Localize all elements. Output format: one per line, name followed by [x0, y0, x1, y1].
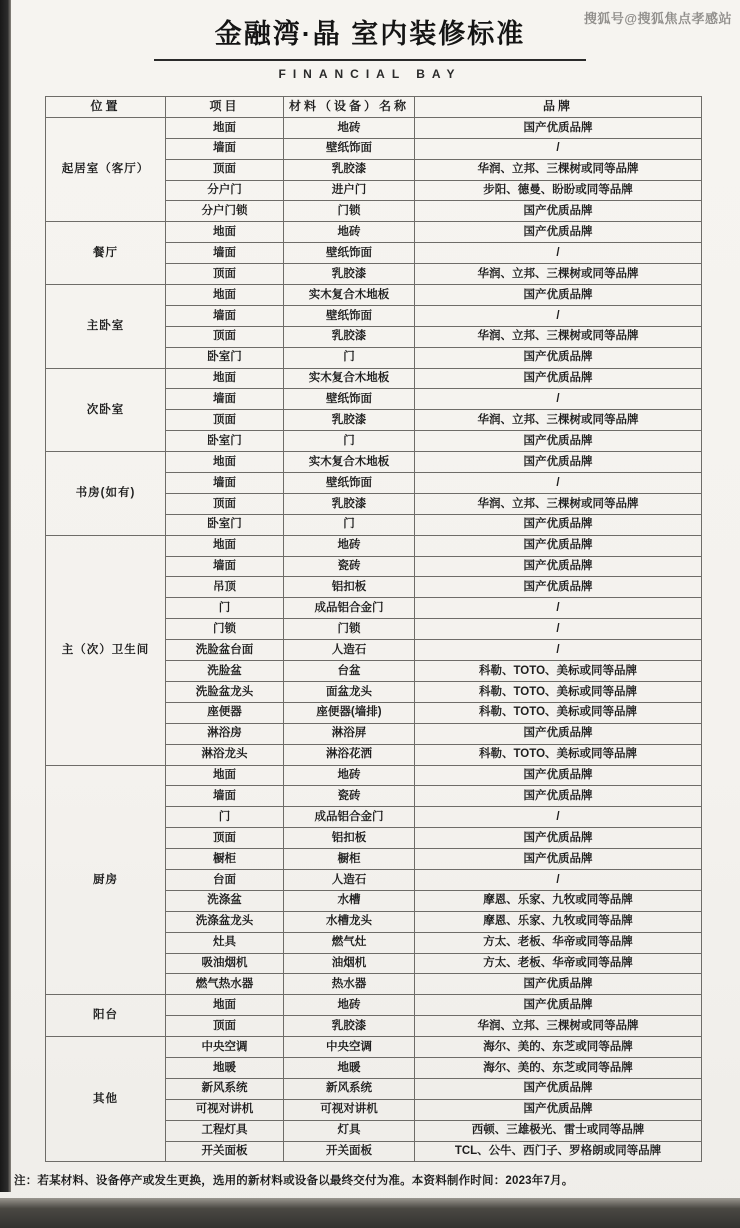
material-cell: 新风系统 [284, 1078, 415, 1099]
item-cell: 吸油烟机 [166, 953, 284, 974]
brand-cell: 科勒、TOTO、美标或同等品牌 [415, 702, 702, 723]
brand-cell: 国产优质品牌 [415, 974, 702, 995]
item-cell: 卧室门 [166, 431, 284, 452]
table-row [46, 285, 702, 306]
brand-cell: 方太、老板、华帝或同等品牌 [415, 932, 702, 953]
item-cell: 门锁 [166, 619, 284, 640]
brand-cell: / [415, 473, 702, 494]
item-cell: 洗脸盆台面 [166, 640, 284, 661]
item-cell: 地面 [166, 285, 284, 306]
material-cell: 座便器(墙排) [284, 702, 415, 723]
brand-cell: / [415, 869, 702, 890]
location-cell: 餐厅 [46, 222, 166, 285]
material-cell: 壁纸饰面 [284, 389, 415, 410]
material-cell: 地砖 [284, 117, 415, 138]
scan-edge-left [0, 0, 11, 1192]
brand-cell: 方太、老板、华帝或同等品牌 [415, 953, 702, 974]
table-row [46, 765, 702, 786]
brand-cell: / [415, 619, 702, 640]
item-cell: 顶面 [166, 1016, 284, 1037]
material-cell: 橱柜 [284, 849, 415, 870]
brand-cell: 摩恩、乐家、九牧或同等品牌 [415, 890, 702, 911]
brand-cell: 步阳、德曼、盼盼或同等品牌 [415, 180, 702, 201]
brand-cell: 科勒、TOTO、美标或同等品牌 [415, 744, 702, 765]
watermark-text: 搜狐号@搜狐焦点孝感站 [583, 11, 732, 26]
column-header: 材料（设备）名称 [284, 97, 415, 118]
brand-cell: 国产优质品牌 [415, 849, 702, 870]
item-cell: 台面 [166, 869, 284, 890]
brand-cell: 国产优质品牌 [415, 786, 702, 807]
brand-cell: / [415, 807, 702, 828]
table-header-row [46, 97, 702, 118]
material-cell: 乳胶漆 [284, 1016, 415, 1037]
item-cell: 分户门锁 [166, 201, 284, 222]
material-cell: 地砖 [284, 995, 415, 1016]
brand-cell: / [415, 305, 702, 326]
item-cell: 顶面 [166, 493, 284, 514]
brand-cell: 华润、立邦、三棵树或同等品牌 [415, 326, 702, 347]
footer-note: 注：若某材料、设备停产或发生更换，选用的新材料或设备以最终交付为准。本资料制作时间：2023年7月。 [14, 1175, 574, 1187]
material-cell: 铝扣板 [284, 577, 415, 598]
item-cell: 墙面 [166, 473, 284, 494]
material-cell: 实木复合木地板 [284, 452, 415, 473]
brand-cell: 国产优质品牌 [415, 723, 702, 744]
material-cell: 成品铝合金门 [284, 807, 415, 828]
title-divider [154, 59, 586, 61]
page-subtitle: FINANCIAL BAY [278, 67, 462, 81]
material-cell: 壁纸饰面 [284, 305, 415, 326]
scan-edge-bottom [0, 1198, 740, 1228]
brand-cell: 国产优质品牌 [415, 431, 702, 452]
table-row [46, 1037, 702, 1058]
material-cell: 乳胶漆 [284, 410, 415, 431]
material-cell: 地砖 [284, 765, 415, 786]
material-cell: 水槽 [284, 890, 415, 911]
material-cell: 地暖 [284, 1057, 415, 1078]
brand-cell: 摩恩、乐家、九牧或同等品牌 [415, 911, 702, 932]
material-cell: 可视对讲机 [284, 1099, 415, 1120]
item-cell: 洗脸盆龙头 [166, 681, 284, 702]
material-cell: 铝扣板 [284, 828, 415, 849]
material-cell: 门锁 [284, 619, 415, 640]
location-cell: 书房(如有) [46, 452, 166, 536]
item-cell: 分户门 [166, 180, 284, 201]
material-cell: 门 [284, 347, 415, 368]
item-cell: 地面 [166, 765, 284, 786]
location-cell: 起居室（客厅） [46, 117, 166, 221]
item-cell: 顶面 [166, 410, 284, 431]
brand-cell: 国产优质品牌 [415, 368, 702, 389]
brand-cell: 国产优质品牌 [415, 285, 702, 306]
material-cell: 人造石 [284, 640, 415, 661]
brand-cell: / [415, 138, 702, 159]
material-cell: 乳胶漆 [284, 159, 415, 180]
material-cell: 面盆龙头 [284, 681, 415, 702]
brand-cell: 国产优质品牌 [415, 452, 702, 473]
brand-cell: 国产优质品牌 [415, 347, 702, 368]
material-cell: 淋浴屏 [284, 723, 415, 744]
brand-cell: 海尔、美的、东芝或同等品牌 [415, 1037, 702, 1058]
item-cell: 顶面 [166, 326, 284, 347]
item-cell: 洗脸盆 [166, 661, 284, 682]
table-row [46, 222, 702, 243]
item-cell: 地面 [166, 452, 284, 473]
material-cell: 门 [284, 431, 415, 452]
material-cell: 水槽龙头 [284, 911, 415, 932]
table-row [46, 535, 702, 556]
item-cell: 吊顶 [166, 577, 284, 598]
item-cell: 墙面 [166, 243, 284, 264]
location-cell: 次卧室 [46, 368, 166, 452]
location-cell: 阳台 [46, 995, 166, 1037]
brand-cell: 国产优质品牌 [415, 577, 702, 598]
column-header: 位置 [46, 97, 166, 118]
material-cell: 壁纸饰面 [284, 473, 415, 494]
item-cell: 新风系统 [166, 1078, 284, 1099]
material-cell: 瓷砖 [284, 786, 415, 807]
item-cell: 地面 [166, 995, 284, 1016]
decoration-standard-table [45, 96, 702, 1162]
brand-cell: 华润、立邦、三棵树或同等品牌 [415, 1016, 702, 1037]
brand-cell: / [415, 243, 702, 264]
page-title: 金融湾·晶 室内装修标准 [214, 19, 526, 49]
brand-cell: 国产优质品牌 [415, 514, 702, 535]
brand-cell: 华润、立邦、三棵树或同等品牌 [415, 159, 702, 180]
item-cell: 墙面 [166, 138, 284, 159]
material-cell: 门锁 [284, 201, 415, 222]
brand-cell: 华润、立邦、三棵树或同等品牌 [415, 410, 702, 431]
table-row [46, 117, 702, 138]
brand-cell: / [415, 598, 702, 619]
item-cell: 卧室门 [166, 347, 284, 368]
material-cell: 热水器 [284, 974, 415, 995]
brand-cell: 国产优质品牌 [415, 117, 702, 138]
material-cell: 门 [284, 514, 415, 535]
brand-cell: 华润、立邦、三棵树或同等品牌 [415, 493, 702, 514]
brand-cell: 科勒、TOTO、美标或同等品牌 [415, 661, 702, 682]
item-cell: 墙面 [166, 389, 284, 410]
material-cell: 瓷砖 [284, 556, 415, 577]
material-cell: 进户门 [284, 180, 415, 201]
brand-cell: / [415, 640, 702, 661]
material-cell: 乳胶漆 [284, 326, 415, 347]
item-cell: 顶面 [166, 264, 284, 285]
item-cell: 墙面 [166, 556, 284, 577]
material-cell: 地砖 [284, 222, 415, 243]
location-cell: 其他 [46, 1037, 166, 1162]
item-cell: 顶面 [166, 159, 284, 180]
item-cell: 工程灯具 [166, 1120, 284, 1141]
material-cell: 乳胶漆 [284, 264, 415, 285]
material-cell: 中央空调 [284, 1037, 415, 1058]
item-cell: 地暖 [166, 1057, 284, 1078]
item-cell: 墙面 [166, 305, 284, 326]
brand-cell: 国产优质品牌 [415, 201, 702, 222]
brand-cell: 科勒、TOTO、美标或同等品牌 [415, 681, 702, 702]
item-cell: 中央空调 [166, 1037, 284, 1058]
material-cell: 油烟机 [284, 953, 415, 974]
item-cell: 灶具 [166, 932, 284, 953]
material-cell: 淋浴花洒 [284, 744, 415, 765]
brand-cell: 国产优质品牌 [415, 222, 702, 243]
item-cell: 淋浴房 [166, 723, 284, 744]
brand-cell: 海尔、美的、东芝或同等品牌 [415, 1057, 702, 1078]
material-cell: 乳胶漆 [284, 493, 415, 514]
brand-cell: 国产优质品牌 [415, 995, 702, 1016]
item-cell: 开关面板 [166, 1141, 284, 1162]
material-cell: 燃气灶 [284, 932, 415, 953]
item-cell: 卧室门 [166, 514, 284, 535]
material-cell: 实木复合木地板 [284, 368, 415, 389]
item-cell: 橱柜 [166, 849, 284, 870]
brand-cell: 国产优质品牌 [415, 1078, 702, 1099]
brand-cell: 国产优质品牌 [415, 556, 702, 577]
item-cell: 座便器 [166, 702, 284, 723]
material-cell: 地砖 [284, 535, 415, 556]
item-cell: 顶面 [166, 828, 284, 849]
item-cell: 洗涤盆龙头 [166, 911, 284, 932]
column-header: 品牌 [415, 97, 702, 118]
brand-cell: 西顿、三雄极光、雷士或同等品牌 [415, 1120, 702, 1141]
location-cell: 主（次）卫生间 [46, 535, 166, 765]
item-cell: 地面 [166, 117, 284, 138]
brand-cell: TCL、公牛、西门子、罗格朗或同等品牌 [415, 1141, 702, 1162]
item-cell: 地面 [166, 222, 284, 243]
item-cell: 门 [166, 598, 284, 619]
item-cell: 地面 [166, 535, 284, 556]
brand-cell: 国产优质品牌 [415, 535, 702, 556]
brand-cell: 华润、立邦、三棵树或同等品牌 [415, 264, 702, 285]
material-cell: 壁纸饰面 [284, 243, 415, 264]
location-cell: 主卧室 [46, 285, 166, 369]
item-cell: 淋浴龙头 [166, 744, 284, 765]
item-cell: 墙面 [166, 786, 284, 807]
brand-cell: 国产优质品牌 [415, 828, 702, 849]
brand-cell: 国产优质品牌 [415, 1099, 702, 1120]
material-cell: 灯具 [284, 1120, 415, 1141]
item-cell: 洗涤盆 [166, 890, 284, 911]
material-cell: 成品铝合金门 [284, 598, 415, 619]
table-row [46, 995, 702, 1016]
material-cell: 台盆 [284, 661, 415, 682]
table-row [46, 368, 702, 389]
material-cell: 实木复合木地板 [284, 285, 415, 306]
item-cell: 地面 [166, 368, 284, 389]
item-cell: 门 [166, 807, 284, 828]
material-cell: 人造石 [284, 869, 415, 890]
location-cell: 厨房 [46, 765, 166, 995]
item-cell: 燃气热水器 [166, 974, 284, 995]
brand-cell: 国产优质品牌 [415, 765, 702, 786]
material-cell: 壁纸饰面 [284, 138, 415, 159]
item-cell: 可视对讲机 [166, 1099, 284, 1120]
column-header: 项目 [166, 97, 284, 118]
brand-cell: / [415, 389, 702, 410]
material-cell: 开关面板 [284, 1141, 415, 1162]
table-row [46, 452, 702, 473]
